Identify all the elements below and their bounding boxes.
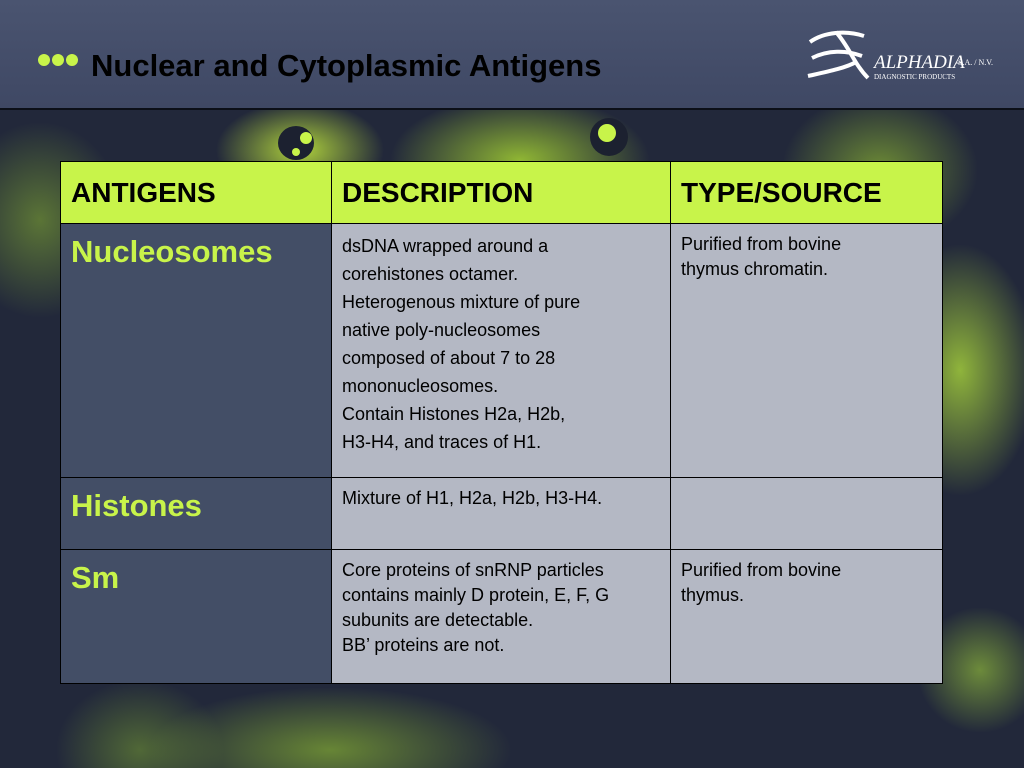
alphadia-logo bbox=[806, 28, 1006, 86]
nucleus-spot bbox=[300, 132, 312, 144]
antigen-description bbox=[332, 550, 671, 684]
antigen-description bbox=[332, 224, 671, 478]
antigen-name: Histones bbox=[61, 478, 332, 550]
bullet-dot bbox=[52, 54, 64, 66]
column-header-type-source: TYPE/SOURCE bbox=[671, 162, 943, 224]
slide-title: Nuclear and Cytoplasmic Antigens bbox=[91, 48, 602, 83]
description-line: dsDNA wrapped around a bbox=[342, 236, 549, 256]
source-line: Purified from bovine bbox=[681, 234, 842, 254]
logo-subtitle: DIAGNOSTIC PRODUCTS bbox=[874, 73, 956, 81]
title-bullet bbox=[38, 54, 78, 66]
antigen-source bbox=[671, 478, 943, 550]
description-line: Core proteins of snRNP particles bbox=[342, 560, 604, 580]
description-line: native poly-nucleosomes bbox=[342, 320, 541, 340]
antigen-source bbox=[671, 550, 943, 684]
description-line: composed of about 7 to 28 bbox=[342, 348, 556, 368]
bullet-dot bbox=[66, 54, 78, 66]
table-row bbox=[61, 478, 943, 550]
table-row bbox=[61, 550, 943, 684]
description-line: BB’ proteins are not. bbox=[342, 635, 505, 655]
bullet-dot bbox=[38, 54, 50, 66]
alphadia-emblem-icon bbox=[806, 28, 872, 84]
table-header-row bbox=[61, 162, 943, 224]
nucleus-spot bbox=[292, 148, 300, 156]
source-line: Purified from bovine bbox=[681, 560, 842, 580]
source-line: thymus chromatin. bbox=[681, 259, 829, 279]
column-header-description: DESCRIPTION bbox=[332, 162, 671, 224]
antigen-name: Nucleosomes bbox=[61, 224, 332, 478]
antigen-source bbox=[671, 224, 943, 478]
description-line: subunits are detectable. bbox=[342, 610, 534, 630]
description-line: Heterogenous mixture of pure bbox=[342, 292, 581, 312]
antigens-table bbox=[60, 161, 943, 684]
logo-suffix: S.A. / N.V. bbox=[958, 58, 993, 67]
description-line: corehistones octamer. bbox=[342, 264, 519, 284]
column-header-antigens: ANTIGENS bbox=[61, 162, 332, 224]
antigen-name: Sm bbox=[61, 550, 332, 684]
source-line: thymus. bbox=[681, 585, 745, 605]
description-line: H3-H4, and traces of H1. bbox=[342, 432, 542, 452]
description-line: Mixture of H1, H2a, H2b, H3-H4. bbox=[342, 488, 603, 508]
antigen-description bbox=[332, 478, 671, 550]
description-line: contains mainly D protein, E, F, G bbox=[342, 585, 610, 605]
description-line: mononucleosomes. bbox=[342, 376, 499, 396]
table-row bbox=[61, 224, 943, 478]
nucleus-spot bbox=[598, 124, 616, 142]
logo-name: ALPHADIA bbox=[874, 52, 965, 73]
description-line: Contain Histones H2a, H2b, bbox=[342, 404, 566, 424]
slide-header bbox=[0, 0, 1024, 110]
